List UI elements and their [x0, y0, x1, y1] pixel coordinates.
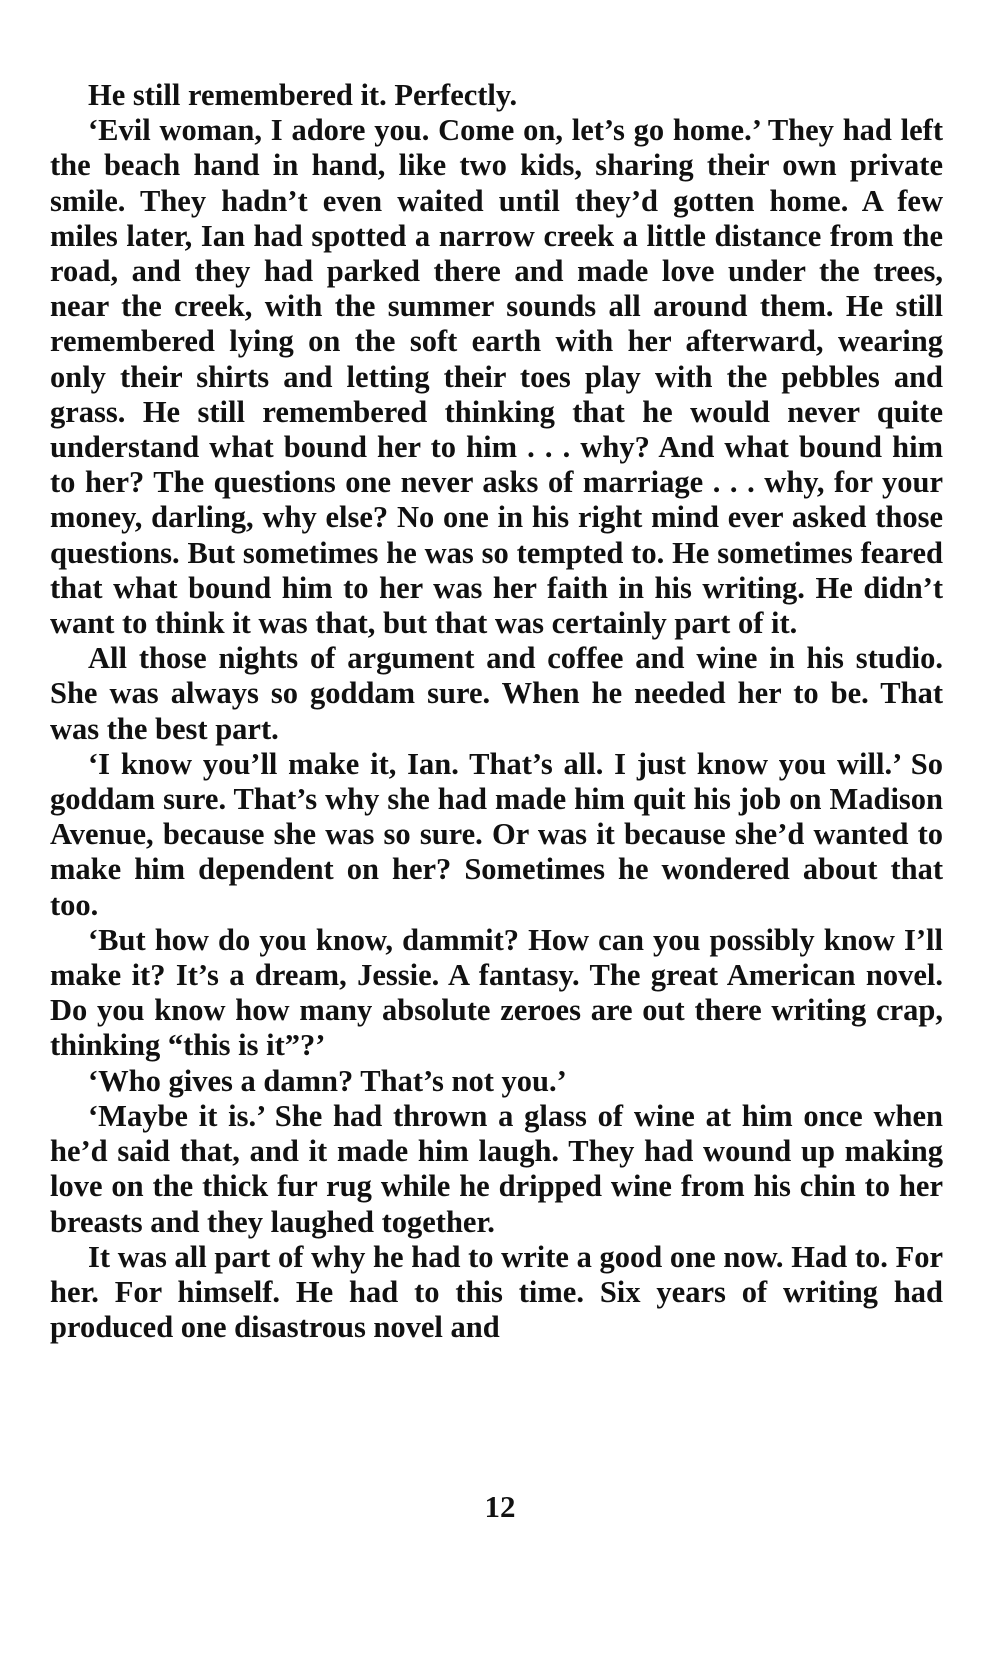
page-number: 12 [484, 1489, 516, 1524]
paragraph-5: ‘But how do you know, dammit? How can you possibly know I’ll make it? It’s a dream, Jessie. A fantasy. The great American novel. Do you know how many absolute zeroes are out there writing crap, thinking “this is it”?’ [50, 922, 943, 1063]
paragraph-6: ‘Who gives a damn? That’s not you.’ [88, 1063, 567, 1098]
paragraph-8: It was all part of why he had to write a good one now. Had to. For her. For himself. He had to this time. Six years of writing had produced one disastrous novel and [50, 1239, 943, 1345]
paragraph-7: ‘Maybe it is.’ She had thrown a glass of wine at him once when he’d said that, and it made him laugh. They had wound up making love on the thick fur rug while he dripped wine from his chin to her breasts and they laughed together. [50, 1098, 943, 1239]
paragraph-4: ‘I know you’ll make it, Ian. That’s all. I just know you will.’ So goddam sure. That’s why she had made him quit his job on Madison Avenue, because she was so sure. Or was it because she’d wanted to make him dependent on her? Sometimes he wondered about that too. [50, 746, 943, 922]
paragraph-3: All those nights of argument and coffee and wine in his studio. She was always so goddam sure. When he needed her to be. That was the best part. [50, 641, 943, 746]
paragraph-2: ‘Evil woman, I adore you. Come on, let’s go home.’ They had left the beach hand in hand, like two kids, sharing their own private smile. They hadn’t even waited until they’d gotten home. A few miles later, Ian had spotted a narrow creek a little distance from the road, and they had parked there and made love under the trees, near the creek, with the summer sounds all around them. He still remembered lying on the soft earth with her afterward, wearing only their shirts and letting their toes play with the pebbles and grass. He still remembered thinking that he would never quite understand what bound her to him . . . why? And what bound him to her? The questions one never asks of marriage . . . why, for your money, darling, why else? No one in his right mind ever asked those questions. But sometimes he was so tempted to. He sometimes feared that what bound him to her was her faith in his writing. He didn’t want to think it was that, but that was certainly part of it. [50, 113, 943, 641]
paragraph-1: He still remembered it. Perfectly. [88, 78, 518, 112]
page-text-body [50, 78, 943, 1345]
